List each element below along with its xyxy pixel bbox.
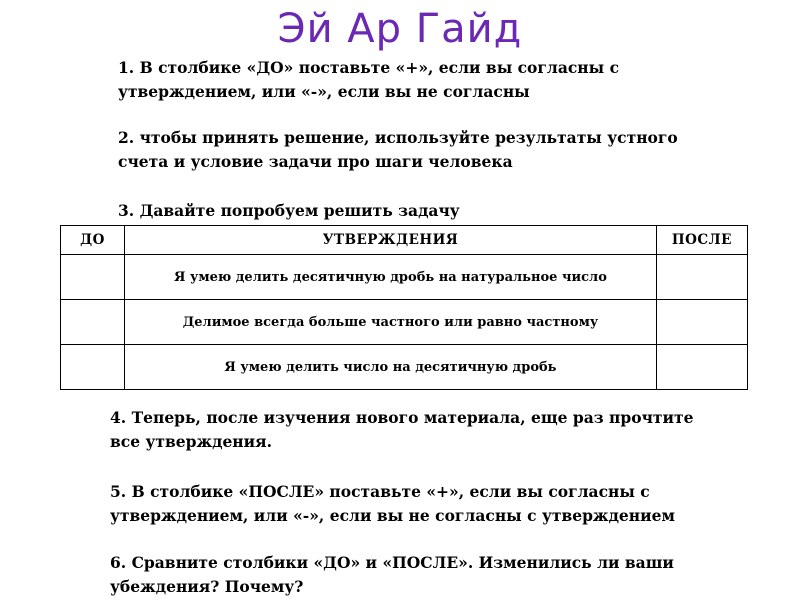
instruction-3 bbox=[118, 199, 460, 223]
instruction-4-line-2: все утверждения. bbox=[110, 432, 272, 451]
instruction-5-line-1: 5. В столбике «ПОСЛЕ» поставьте «+», если вы согласны с bbox=[110, 482, 650, 501]
instruction-1-line-2: утверждением, или «-», если вы не согласны bbox=[118, 82, 530, 101]
header-after: ПОСЛЕ bbox=[656, 226, 747, 255]
instruction-5-line-2: утверждением, или «-», если вы не согласны с утверждением bbox=[110, 506, 675, 525]
instruction-2-line-1: 2. чтобы принять решение, используйте результаты устного bbox=[118, 128, 678, 147]
instruction-1-line-1: 1. В столбике «ДО» поставьте «+», если вы согласны с bbox=[118, 58, 620, 77]
instruction-5 bbox=[110, 480, 675, 528]
instruction-3-line-1: 3. Давайте попробуем решить задачу bbox=[118, 201, 460, 220]
instruction-1 bbox=[118, 56, 619, 104]
cell-after[interactable] bbox=[656, 255, 747, 300]
cell-statement: Делимое всегда больше частного или равно частному bbox=[125, 300, 657, 345]
instruction-6 bbox=[110, 551, 674, 599]
instruction-6-line-1: 6. Сравните столбики «ДО» и «ПОСЛЕ». Изменились ли ваши bbox=[110, 553, 674, 572]
instruction-4-line-1: 4. Теперь, после изучения нового материала, еще раз прочтите bbox=[110, 408, 694, 427]
statements-table bbox=[60, 225, 748, 390]
table-row bbox=[61, 345, 748, 390]
instruction-2-line-2: счета и условие задачи про шаги человека bbox=[118, 152, 513, 171]
table-row bbox=[61, 300, 748, 345]
cell-before[interactable] bbox=[61, 300, 125, 345]
cell-statement: Я умею делить число на десятичную дробь bbox=[125, 345, 657, 390]
table-row bbox=[61, 255, 748, 300]
table-header-row bbox=[61, 226, 748, 255]
cell-after[interactable] bbox=[656, 300, 747, 345]
page-title: Эй Ар Гайд bbox=[277, 6, 523, 52]
header-statements: УТВЕРЖДЕНИЯ bbox=[125, 226, 657, 255]
instruction-2 bbox=[118, 126, 678, 174]
instruction-6-line-2: убеждения? Почему? bbox=[110, 577, 304, 596]
cell-before[interactable] bbox=[61, 255, 125, 300]
header-before: ДО bbox=[61, 226, 125, 255]
cell-statement: Я умею делить десятичную дробь на натуральное число bbox=[125, 255, 657, 300]
cell-before[interactable] bbox=[61, 345, 125, 390]
cell-after[interactable] bbox=[656, 345, 747, 390]
instruction-4 bbox=[110, 406, 693, 454]
